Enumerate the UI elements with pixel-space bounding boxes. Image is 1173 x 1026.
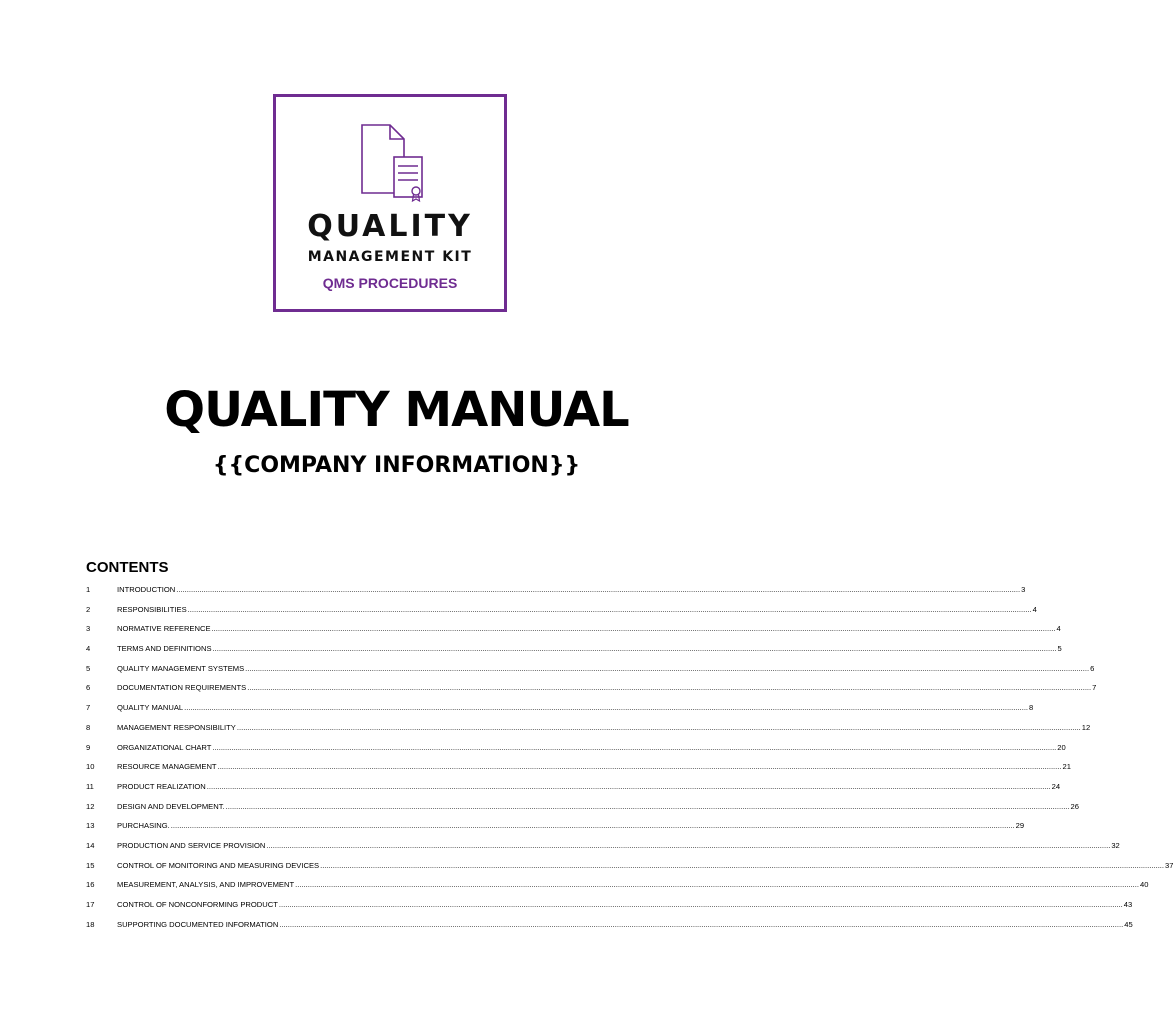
toc-entry-number: 2 [86, 604, 91, 614]
toc-entry-number: 5 [86, 663, 91, 673]
toc-entry[interactable] [86, 585, 1026, 605]
toc-entry-number: 17 [86, 900, 95, 909]
toc-dot-leader: ................................................................................................................................................................................................................................................................................................................................................................................................................ [320, 860, 1165, 870]
toc-dot-leader: ................................................................................................................................................................................................................................................................................................................................................................................................................ [212, 742, 1057, 752]
document-subtitle: {{COMPANY INFORMATION}} [212, 453, 581, 478]
toc-entry[interactable] [86, 604, 1037, 625]
toc-entry-title: RESOURCE MANAGEMENT [117, 762, 217, 772]
toc-entry-title: CONTROL OF NONCONFORMING PRODUCT [117, 900, 278, 909]
quality-kit-logo [273, 94, 507, 312]
toc-entry[interactable] [86, 663, 1095, 684]
toc-dot-leader: ................................................................................................................................................................................................................................................................................................................................................................................................................ [279, 919, 1124, 929]
toc-entry[interactable] [86, 742, 1066, 763]
toc-entry-number: 8 [86, 722, 91, 732]
toc-dot-leader: ................................................................................................................................................................................................................................................................................................................................................................................................................ [236, 722, 1081, 732]
toc-entry-title: MEASUREMENT, ANALYSIS, AND IMPROVEMENT [117, 880, 295, 890]
contents-heading: CONTENTS [86, 559, 169, 576]
toc-dot-leader: ................................................................................................................................................................................................................................................................................................................................................................................................................ [187, 604, 1032, 614]
table-of-contents [86, 585, 1173, 939]
toc-entry-number: 11 [86, 781, 94, 791]
toc-entry-number: 14 [86, 840, 95, 850]
document-title: QUALITY MANUAL [164, 382, 629, 438]
toc-entry-title: QUALITY MANAGEMENT SYSTEMS [117, 663, 245, 673]
toc-entry-page: 6 [1090, 663, 1095, 673]
toc-entry-page: 45 [1124, 919, 1133, 929]
toc-entry-title: TERMS AND DEFINITIONS [117, 644, 212, 654]
toc-entry-page: 29 [1015, 821, 1025, 831]
toc-entry-title: PRODUCTION AND SERVICE PROVISION [117, 840, 266, 850]
toc-entry-title: PRODUCT REALIZATION [117, 781, 206, 791]
toc-entry-number: 15 [86, 860, 95, 870]
toc-entry-number: 6 [86, 683, 91, 693]
toc-entry-page: 3 [1021, 585, 1026, 594]
toc-entry[interactable] [86, 762, 1071, 782]
toc-entry[interactable] [86, 781, 1061, 802]
toc-entry-number: 9 [86, 742, 91, 752]
toc-dot-leader: ................................................................................................................................................................................................................................................................................................................................................................................................................ [225, 801, 1070, 811]
toc-entry[interactable] [86, 860, 1173, 881]
toc-entry-number: 1 [86, 585, 91, 594]
toc-entry[interactable] [86, 703, 1034, 723]
toc-dot-leader: ................................................................................................................................................................................................................................................................................................................................................................................................................ [247, 683, 1092, 693]
toc-entry-title: DOCUMENTATION REQUIREMENTS [117, 683, 247, 693]
toc-entry-title: DESIGN AND DEVELOPMENT. [117, 801, 225, 811]
toc-entry-page: 37 [1165, 860, 1173, 870]
toc-entry-page: 20 [1057, 742, 1066, 752]
toc-entry-title: MANAGEMENT RESPONSIBILITY [117, 722, 236, 732]
toc-entry-title: QUALITY MANUAL [117, 703, 184, 713]
toc-dot-leader: ................................................................................................................................................................................................................................................................................................................................................................................................................ [206, 781, 1051, 791]
toc-entry-page: 4 [1032, 604, 1037, 614]
toc-entry-title: ORGANIZATIONAL CHART [117, 742, 212, 752]
toc-entry[interactable] [86, 624, 1061, 644]
toc-dot-leader: ................................................................................................................................................................................................................................................................................................................................................................................................................ [217, 762, 1062, 772]
toc-entry-page: 5 [1057, 644, 1062, 654]
toc-dot-leader: ................................................................................................................................................................................................................................................................................................................................................................................................................ [295, 880, 1140, 890]
toc-dot-leader: ................................................................................................................................................................................................................................................................................................................................................................................................................ [176, 585, 1021, 594]
toc-entry-title: PURCHASING. [117, 821, 170, 831]
toc-entry-page: 21 [1062, 762, 1071, 772]
toc-dot-leader: ................................................................................................................................................................................................................................................................................................................................................................................................................ [170, 821, 1015, 831]
toc-dot-leader: ................................................................................................................................................................................................................................................................................................................................................................................................................ [212, 644, 1057, 654]
toc-entry-page: 40 [1140, 880, 1149, 890]
toc-entry-title: RESPONSIBILITIES [117, 604, 187, 614]
toc-entry[interactable] [86, 644, 1062, 664]
toc-entry-page: 4 [1056, 624, 1061, 634]
toc-entry-page: 12 [1081, 722, 1091, 732]
toc-entry-title: INTRODUCTION [117, 585, 176, 594]
document-certificate-icon [360, 123, 426, 209]
toc-entry-number: 13 [86, 821, 95, 831]
toc-entry[interactable] [86, 722, 1091, 743]
toc-entry-page: 43 [1123, 900, 1133, 909]
toc-dot-leader: ................................................................................................................................................................................................................................................................................................................................................................................................................ [278, 900, 1123, 909]
toc-entry[interactable] [86, 840, 1120, 861]
toc-entry-number: 7 [86, 703, 91, 713]
toc-entry-page: 32 [1111, 840, 1120, 850]
toc-entry-title: CONTROL OF MONITORING AND MEASURING DEVICES [117, 860, 320, 870]
toc-dot-leader: ................................................................................................................................................................................................................................................................................................................................................................................................................ [211, 624, 1056, 634]
toc-entry-number: 3 [86, 624, 91, 634]
toc-dot-leader: ................................................................................................................................................................................................................................................................................................................................................................................................................ [245, 663, 1090, 673]
logo-title: QUALITY [307, 209, 473, 244]
toc-entry-number: 18 [86, 919, 95, 929]
toc-entry-number: 10 [86, 762, 95, 772]
toc-dot-leader: ................................................................................................................................................................................................................................................................................................................................................................................................................ [266, 840, 1111, 850]
logo-subtitle: MANAGEMENT KIT [307, 249, 473, 265]
toc-entry-title: NORMATIVE REFERENCE [117, 624, 211, 634]
toc-entry-number: 12 [86, 801, 95, 811]
toc-entry-page: 24 [1051, 781, 1061, 791]
toc-entry-page: 26 [1070, 801, 1079, 811]
toc-entry[interactable] [86, 821, 1025, 841]
toc-entry-title: SUPPORTING DOCUMENTED INFORMATION [117, 919, 279, 929]
toc-entry-number: 4 [86, 644, 91, 654]
logo-tagline: QMS PROCEDURES [322, 275, 458, 291]
toc-entry[interactable] [86, 919, 1133, 940]
toc-entry[interactable] [86, 801, 1079, 822]
toc-entry[interactable] [86, 900, 1133, 920]
toc-entry-number: 16 [86, 880, 95, 890]
toc-dot-leader: ................................................................................................................................................................................................................................................................................................................................................................................................................ [184, 703, 1029, 713]
toc-entry[interactable] [86, 683, 1097, 703]
toc-entry-page: 8 [1029, 703, 1034, 713]
toc-entry[interactable] [86, 880, 1149, 900]
toc-entry-page: 7 [1092, 683, 1097, 693]
